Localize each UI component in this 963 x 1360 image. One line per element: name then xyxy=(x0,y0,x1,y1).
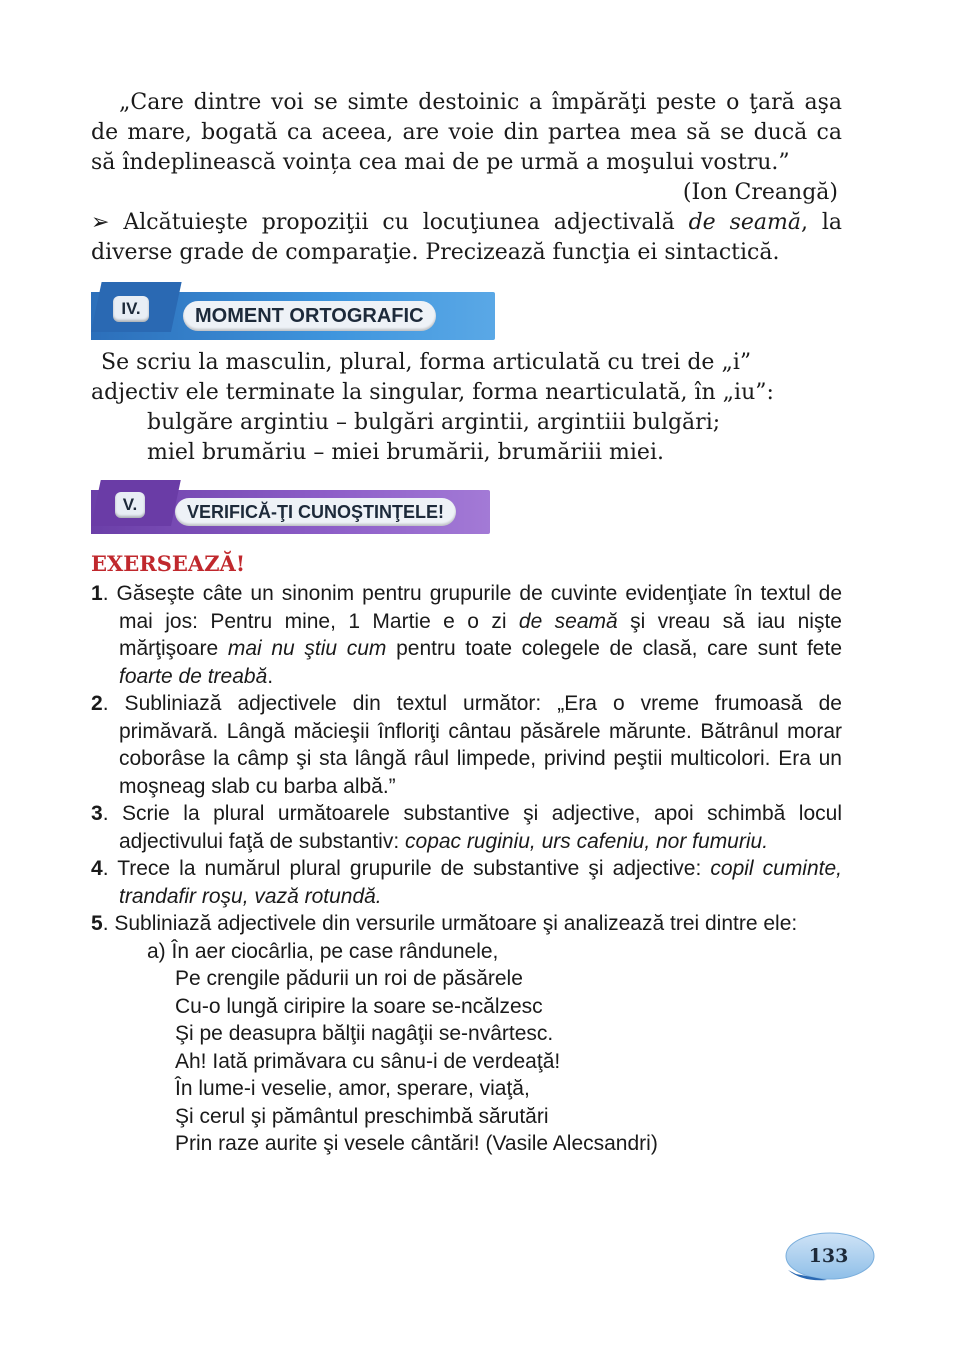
ortho-example: bulgăre argintiu – bulgări argintii, argintiii bulgări; xyxy=(147,410,721,435)
task-block xyxy=(91,208,842,268)
poem-line: Şi cerul şi pământul preschimbă sărutări xyxy=(175,1104,549,1128)
section-number: V. xyxy=(115,492,145,518)
poem-line: Prin raze aurite şi vesele cântări! (Vasile Alecsandri) xyxy=(175,1132,658,1155)
section-title: MOMENT ORTOGRAFIC xyxy=(183,301,436,331)
poem-line: Pe crengile pădurii un roi de păsărele xyxy=(175,967,523,990)
exercise-item: 2. Subliniază adjectivele din textul următor: „Era o vreme frumoasă de primăvară. Lângă măcieşii înfloriţi cântau păsărele mărunte. Bătrânul morar coborâse la câmp şi sta lângă râul limpede, privind peştii multicolori. Era un moşneag slab cu barba albă.” xyxy=(91,692,842,798)
poem-line: În lume-i veselie, amor, sperare, viaţă, xyxy=(175,1077,530,1100)
section-header-iv xyxy=(91,282,496,344)
task-text: ➢ Alcătuieşte propoziţii cu locuţiunea adjectivală de seamă, la diverse grade de comparaţie. Precizează funcţia ei sintactică. xyxy=(91,210,842,265)
arrow-marker-icon: ➢ xyxy=(91,210,110,235)
exercise-item: 5. Subliniază adjectivele din versurile următoare şi analizează trei dintre ele: xyxy=(91,912,798,935)
poem-line: Cu-o lungă ciripire la soare se-ncălzesc xyxy=(175,994,543,1018)
page-number: 133 xyxy=(808,1245,849,1267)
exercise-item: 4. Trece la numărul plural grupurile de substantive şi adjective: copil cuminte, trandafir roşu, vază rotundă. xyxy=(91,857,843,908)
ortho-block xyxy=(91,348,842,468)
page-number-badge xyxy=(782,1230,875,1282)
poem-line: Şi pe deasupra bălţii nagâţii se-nvârtesc. xyxy=(175,1022,554,1045)
quote-block xyxy=(91,88,842,178)
exercises-heading: EXERSEAZĂ! xyxy=(91,551,246,576)
exercise-item: 3. Scrie la plural următoarele substantive şi adjective, apoi schimbă locul adjectivului faţă de substantiv: copac ruginiu, urs cafeniu, nor fumuriu. xyxy=(91,802,842,853)
exercise-list xyxy=(91,580,842,1158)
ortho-example: miel brumăriu – miei brumării, brumăriii miei. xyxy=(147,440,664,465)
section-title: VERIFICĂ-ŢI CUNOŞTINŢELE! xyxy=(175,498,456,526)
quote-author: (Ion Creangă) xyxy=(682,180,838,205)
poem-line: Ah! Iată primăvara cu sânu-i de verdeaţă! xyxy=(175,1049,561,1073)
poem-line: a) În aer ciocârlia, pe case rândunele, xyxy=(147,939,499,963)
poem xyxy=(91,938,842,1158)
section-number: IV. xyxy=(113,296,149,322)
quote-text: „Care dintre voi se simte destoinic a împărăţi peste o ţară aşa de mare, bogată ca aceea, are voie din partea mea să se ducă ca să îndeplinească voința cea mai de pe urmă a moşului vostru.” xyxy=(91,90,842,175)
ortho-rule: Se scriu la masculin, plural, forma articulată cu trei de „i” adjectiv ele terminate la singular, forma nearticulată, în „iu”: xyxy=(91,350,774,405)
exercise-item: 1. Găseşte câte un sinonim pentru grupurile de cuvinte evidenţiate în textul de mai jos: Pentru mine, 1 Martie e o zi de seamă şi vreau să iau nişte mărţişoare mai nu ştiu cum pentru toate colegele de clasă, care sunt fete foarte de treabă. xyxy=(91,582,842,688)
section-header-v xyxy=(91,480,491,538)
